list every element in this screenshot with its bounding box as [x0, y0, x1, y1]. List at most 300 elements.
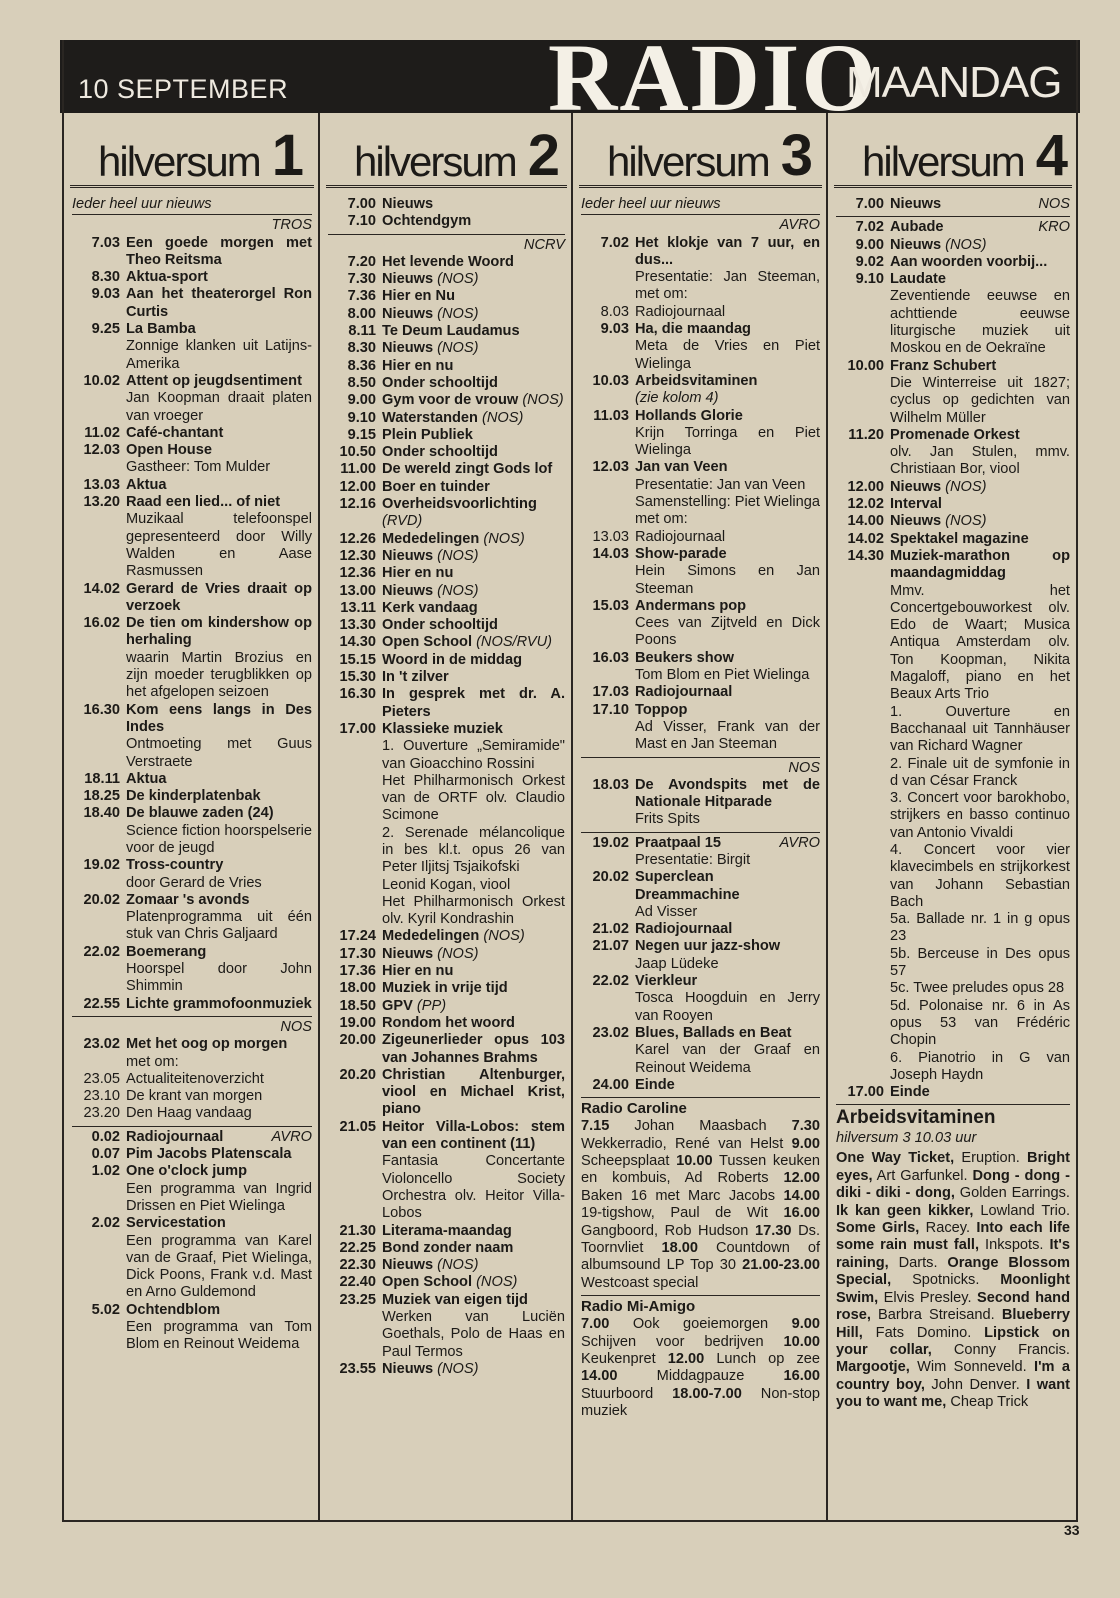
program-title-line [126, 892, 312, 909]
program-entry [328, 1240, 565, 1257]
program-title-line [126, 788, 312, 805]
program-description: Ad Visser [635, 903, 698, 920]
program-time: 13.20 [83, 494, 120, 511]
program-title-line [382, 963, 565, 980]
program-description: Platenprogramma uit één stuk van Chris Galjaard [126, 909, 312, 943]
program-broadcaster: (NOS) [437, 582, 479, 599]
program-time: 13.00 [339, 582, 376, 599]
text-segment: Racey. [919, 1220, 977, 1237]
program-time: 16.02 [83, 615, 120, 632]
program-time: 8.03 [600, 303, 629, 320]
program-title-line [382, 271, 565, 288]
station-column-hilversum-4 [828, 113, 1076, 1520]
spacer [72, 961, 120, 996]
program-description: olv. Jan Stulen, mmv. Christiaan Bor, viool [890, 444, 1070, 478]
program-title-line [382, 1223, 565, 1240]
program-title-line [890, 219, 1070, 236]
program-entry [328, 1223, 565, 1240]
text-segment: Lowland Trio. [973, 1202, 1070, 1219]
program-description: 5b. Berceuse in Des opus 57 [890, 945, 1070, 980]
program-time: 14.02 [847, 530, 884, 547]
program-entry [836, 531, 1070, 548]
text-segment: Westcoast special [581, 1274, 699, 1291]
program-description: 5d. Polonaise nr. 6 in As opus 53 van Frédéric Chopin [890, 997, 1070, 1049]
program-entry [72, 892, 312, 944]
program-title: Aktua [126, 770, 167, 787]
program-title: Servicestation [126, 1215, 226, 1232]
program-entry [72, 373, 312, 425]
spacer [836, 375, 884, 427]
program-time: 19.02 [83, 857, 120, 874]
program-description: Jan Koopman draait platen van vroeger [126, 390, 312, 424]
program-time: 20.02 [83, 891, 120, 908]
program-title-line [635, 304, 820, 321]
bold-segment: Lipstick on your collar, [836, 1324, 1070, 1358]
news-note: Ieder heel uur nieuws [72, 196, 312, 215]
program-time: 23.55 [339, 1360, 376, 1377]
program-title-line [635, 235, 820, 270]
program-title-line [382, 213, 565, 230]
program-entry [328, 946, 565, 963]
program-entry [72, 235, 312, 270]
program-title-line [890, 513, 1070, 530]
bold-segment: I want you to want me, [836, 1376, 1070, 1411]
program-description: Het Philharmonisch Orkest olv. Kyril Kondrashin [382, 893, 565, 928]
program-title-line [126, 1163, 312, 1180]
program-title-line [635, 598, 820, 615]
program-time: 12.03 [83, 442, 120, 459]
spacer [836, 790, 884, 842]
spacer [581, 511, 629, 528]
program-title-line [126, 1146, 312, 1163]
program-title: Nieuws [890, 513, 942, 530]
program-entry [581, 459, 820, 528]
broadcaster-label: AVRO [779, 217, 820, 234]
program-title-line [126, 1105, 312, 1122]
bold-segment: 7.00 [581, 1316, 610, 1333]
bold-segment: 14.00 [581, 1368, 618, 1385]
broadcaster-label: NOS [788, 759, 820, 776]
program-entry [328, 288, 565, 305]
program-title: Klassieke muziek [382, 720, 503, 737]
program-title: Met het oog op morgen [126, 1036, 288, 1053]
program-title: Zigeunerlieder opus 103 van Johannes Brahms [382, 1032, 565, 1066]
program-time: 16.30 [339, 686, 376, 703]
program-title: Muziek in vrije tijd [382, 980, 508, 997]
program-title: Literama-maandag [382, 1222, 512, 1239]
program-time: 17.36 [339, 963, 376, 980]
program-title: Nieuws [382, 305, 434, 322]
program-title: In gesprek met dr. A. Pieters [382, 686, 565, 720]
program-description: waarin Martin Brozius en zijn moeder terugblikken op het afgelopen seizoen [126, 649, 312, 701]
program-title-line [382, 1292, 565, 1309]
station-number: 3 [780, 123, 813, 188]
program-broadcaster: (NOS) [482, 409, 524, 426]
station-number: 4 [1035, 123, 1068, 188]
program-title-line [890, 531, 1070, 548]
divider [836, 1104, 1070, 1105]
program-title: De tien om kindershow op herhaling [126, 615, 312, 649]
program-description: 1. Ouverture „Semiramide" van Gioacchino Rossini [382, 738, 565, 772]
program-title: Gerard de Vries draait op verzoek [126, 580, 312, 614]
program-time: 7.00 [855, 196, 884, 212]
program-entry [328, 306, 565, 323]
program-time: 7.20 [347, 253, 376, 270]
program-description: Mmv. het Concertgebouworkest olv. Edo de Waart; Musica Antiqua Amsterdam olv. Ton Koopman, Nikita Magaloff, piano en het Beaux Arts Trio [890, 582, 1070, 703]
program-title: Aan woorden voorbij... [890, 253, 1048, 270]
program-title: Heitor Villa-Lobos: stem van een continent (11) [382, 1118, 565, 1153]
program-title: Waterstanden [382, 409, 478, 426]
spacer [328, 1153, 376, 1222]
spacer [72, 1233, 120, 1302]
program-time: 15.15 [339, 651, 376, 668]
program-entry [328, 686, 565, 721]
program-time: 19.00 [339, 1014, 376, 1031]
program-title-line [382, 496, 565, 531]
program-entry [836, 479, 1070, 496]
program-title-line [382, 1032, 565, 1067]
spacer [581, 1042, 629, 1077]
program-title-line [382, 1257, 565, 1274]
program-time: 13.03 [592, 528, 629, 545]
program-entry [328, 928, 565, 945]
program-title-line [126, 442, 312, 459]
program-entry [581, 938, 820, 973]
program-entry [328, 1274, 565, 1291]
program-title-line [126, 805, 312, 822]
program-entry [72, 1088, 312, 1105]
program-title: Het klokje van 7 uur, en dus... [635, 234, 820, 268]
program-title: Aktua [126, 476, 167, 493]
program-title-line [890, 358, 1070, 375]
program-time: 13.03 [83, 476, 120, 493]
program-description: Ontmoeting met Guus Verstraete [126, 736, 312, 770]
program-entry [328, 634, 565, 651]
broadcaster-label: NCRV [523, 236, 565, 253]
program-title: Nieuws [382, 945, 434, 962]
program-title-line [890, 237, 1070, 254]
program-entry [72, 269, 312, 286]
program-title: Toppop [635, 701, 688, 718]
program-time: 0.07 [91, 1146, 120, 1163]
text-segment: Countdown of albumsound LP Top 30 [581, 1239, 820, 1274]
program-title-line [382, 652, 565, 669]
program-title-line [635, 777, 820, 812]
program-broadcaster: (PP) [416, 997, 447, 1014]
program-time: 8.30 [91, 269, 120, 286]
program-title: Den Haag vandaag [126, 1105, 252, 1122]
program-title: De krant van morgen [126, 1088, 263, 1105]
program-entry [581, 1025, 820, 1077]
program-title-line [382, 323, 565, 340]
program-entry [328, 963, 565, 980]
program-entry [836, 196, 1070, 213]
program-title: Mededelingen [382, 928, 480, 945]
program-time: 12.30 [339, 547, 376, 564]
program-entry [328, 1361, 565, 1378]
program-broadcaster: (NOS) [522, 392, 564, 409]
text-segment: Art Garfunkel. [872, 1167, 973, 1184]
program-entry [581, 921, 820, 938]
program-entry [328, 721, 565, 929]
program-broadcaster: (NOS) [437, 1360, 479, 1377]
program-entry [328, 1257, 565, 1274]
program-time: 17.10 [592, 701, 629, 718]
program-title-line [126, 235, 312, 270]
program-title-line [126, 771, 312, 788]
program-description: Zeventiende eeuwse en achttiende eeuwse liturgische muziek uit Moskou en de Oekraïne [890, 288, 1070, 357]
program-time: 21.05 [339, 1118, 376, 1135]
program-title-line [126, 702, 312, 737]
program-title: Tross-country [126, 857, 224, 874]
divider [581, 832, 820, 833]
broadcaster-label: NOS [280, 1018, 312, 1035]
spacer [581, 477, 629, 494]
program-description: Het Philharmonisch Orkest van de ORTF olv. Claudio Scimone [382, 772, 565, 824]
program-entry [836, 548, 1070, 1084]
divider [72, 1126, 312, 1127]
program-broadcaster: (NOS) [437, 945, 479, 962]
spacer [836, 1050, 884, 1085]
program-title: Nieuws [382, 582, 434, 599]
program-title-line [382, 375, 565, 392]
program-title: Nieuws [890, 236, 942, 253]
program-broadcaster: (RVD) [382, 513, 423, 530]
program-time: 11.03 [593, 407, 629, 424]
spacer [328, 825, 376, 877]
program-title: Onder schooltijd [382, 444, 498, 461]
program-time: 2.02 [91, 1215, 120, 1232]
program-time: 9.10 [855, 271, 884, 288]
spacer [581, 269, 629, 304]
program-title-line [382, 1240, 565, 1257]
text-segment: Darts. [888, 1254, 948, 1271]
program-description: Een programma van Ingrid Drissen en Piet Wielinga [126, 1180, 312, 1214]
program-time: 13.30 [339, 617, 376, 634]
bold-segment: 7.15 [581, 1118, 610, 1135]
spacer [72, 1181, 120, 1216]
program-time: 15.03 [592, 597, 629, 614]
program-entry [836, 219, 1070, 236]
program-description: Gastheer: Tom Mulder [126, 459, 271, 476]
program-entry [581, 684, 820, 701]
bold-segment: 18.00 [661, 1239, 698, 1256]
program-title-line [126, 425, 312, 442]
program-description: Hein Simons en Jan Steeman [635, 563, 820, 597]
program-broadcaster: (NOS/RVU) [476, 634, 553, 651]
program-description: 6. Pianotrio in G van Joseph Haydn [890, 1049, 1070, 1083]
program-time: 8.50 [347, 374, 376, 391]
program-title-line [126, 477, 312, 494]
spacer [72, 459, 120, 476]
program-entry [72, 702, 312, 771]
program-time: 22.30 [339, 1257, 376, 1274]
program-entry [581, 702, 820, 754]
program-entry [581, 408, 820, 460]
program-entry [328, 427, 565, 444]
program-time: 19.02 [592, 834, 629, 851]
program-time: 23.02 [592, 1024, 629, 1041]
program-title: Laudate [890, 271, 946, 288]
program-title: Radiojournaal [635, 921, 733, 938]
program-time: 21.30 [339, 1222, 376, 1239]
program-title: GPV [382, 997, 413, 1014]
program-broadcaster: (NOS) [437, 547, 479, 564]
bold-segment: 14.00 [783, 1187, 820, 1204]
program-broadcaster: (NOS) [483, 530, 525, 547]
program-entry [72, 1036, 312, 1071]
station-name: hilversum [98, 138, 260, 185]
program-entry [72, 857, 312, 892]
program-entry [328, 213, 565, 230]
program-title: Aubade [890, 219, 944, 236]
program-entry [72, 286, 312, 321]
text-segment: Keukenpret [581, 1351, 668, 1368]
program-title: Nieuws [382, 547, 434, 564]
divider [836, 216, 1070, 217]
program-time: 12.02 [847, 496, 884, 513]
program-time: 10.50 [339, 444, 376, 461]
section-title: Radio Caroline [581, 1100, 687, 1118]
program-description: Krijn Torringa en Piet Wielinga [635, 424, 820, 459]
program-entry [328, 617, 565, 634]
program-title: Hier en nu [382, 565, 454, 582]
program-title: Kerk vandaag [382, 599, 478, 616]
program-entry [328, 531, 565, 548]
program-title-line [635, 459, 820, 476]
program-time: 11.00 [340, 461, 376, 478]
section-title: Radio Mi-Amigo [581, 1298, 696, 1316]
program-title: Plein Publiek [382, 426, 473, 443]
program-title-line [382, 721, 565, 738]
program-title-line [382, 1015, 565, 1032]
bold-segment: Dong - dong - diki - diki - dong, [836, 1167, 1070, 1202]
program-title-line [635, 408, 820, 425]
spacer [72, 390, 120, 425]
program-entry [836, 496, 1070, 513]
program-time: 17.00 [847, 1084, 884, 1101]
program-title: Vierkleur [635, 973, 698, 990]
program-time: 9.25 [91, 321, 120, 338]
program-time: 7.00 [347, 196, 376, 212]
program-entry [581, 598, 820, 650]
spacer [581, 956, 629, 973]
station-column-hilversum-2 [320, 113, 573, 1520]
station-number: 1 [271, 123, 304, 188]
program-description: 3. Concert voor barokhobo, strijkers en basso continuo van Antonio Vivaldi [890, 790, 1070, 841]
bold-segment: 18.00-7.00 [672, 1385, 742, 1402]
program-title: Gym voor de vrouw [382, 392, 519, 409]
station-column-hilversum-1 [64, 113, 320, 1520]
program-entry [72, 1129, 312, 1146]
program-title-line [635, 835, 820, 852]
program-title: Christian Altenburger, viool en Michael Krist, piano [382, 1066, 565, 1118]
program-description: Cees van Zijtveld en Dick Poons [635, 615, 820, 649]
program-title-line [382, 461, 565, 478]
program-time: 16.03 [592, 649, 629, 666]
program-entry [836, 1084, 1070, 1101]
spacer [72, 1054, 120, 1071]
program-time: 22.02 [83, 943, 120, 960]
spacer [836, 583, 884, 704]
section-subtitle: hilversum 3 10.03 uur [836, 1130, 977, 1147]
text-segment: Golden Earrings. [954, 1185, 1070, 1202]
program-title-line [890, 548, 1070, 583]
program-description: Karel van der Graaf en Reinout Weidema [635, 1042, 820, 1076]
program-title-line [126, 857, 312, 874]
bold-segment: Second hand rose, [836, 1289, 1070, 1324]
program-entry [581, 529, 820, 546]
program-title-line [635, 684, 820, 701]
program-title-line [382, 1119, 565, 1154]
program-title-line [126, 1215, 312, 1232]
program-time: 9.00 [855, 236, 884, 253]
spacer [72, 511, 120, 580]
program-time: 18.25 [83, 788, 120, 805]
program-title-line [635, 1025, 820, 1042]
program-entry [328, 980, 565, 997]
divider [328, 234, 565, 235]
program-time: 22.55 [83, 995, 120, 1012]
program-title-line [382, 196, 565, 213]
program-entry [328, 496, 565, 531]
program-title-line [635, 973, 820, 990]
divider [581, 1295, 820, 1296]
program-time: 12.00 [339, 478, 376, 495]
program-title: Hier en Nu [382, 288, 455, 305]
program-note: (zie kolom 4) [635, 390, 719, 407]
spacer [72, 823, 120, 858]
divider [581, 757, 820, 758]
program-time: 7.02 [600, 234, 629, 251]
broadcaster-label: TROS [271, 217, 312, 234]
divider [581, 1097, 820, 1098]
program-entry [581, 777, 820, 829]
text-segment: Middagpauze [617, 1368, 784, 1385]
spacer [581, 719, 629, 754]
program-entry [72, 771, 312, 788]
spacer [836, 444, 884, 479]
text-segment: Schijven voor bedrijven [581, 1333, 784, 1350]
program-time: 14.03 [592, 545, 629, 562]
program-entry [581, 235, 820, 304]
station-column-hilversum-3 [573, 113, 828, 1520]
program-description: Tosca Hoogduin en Jerry van Rooyen [635, 990, 820, 1024]
program-title: Negen uur jazz-show [635, 938, 781, 955]
program-entry [328, 1032, 565, 1067]
news-note: Ieder heel uur nieuws [581, 196, 820, 215]
program-title: Praatpaal 15 [635, 834, 721, 851]
program-title-line [382, 254, 565, 271]
program-time: 14.30 [847, 547, 884, 564]
program-entry [581, 304, 820, 321]
program-title-line [382, 565, 565, 582]
spacer [328, 894, 376, 929]
spacer [72, 909, 120, 944]
spacer [72, 736, 120, 771]
text-segment: Gangboord, Rob Hudson [581, 1222, 755, 1239]
spacer [328, 738, 376, 773]
program-title: Woord in de middag [382, 651, 522, 668]
program-description: Tom Blom en Piet Wielinga [635, 667, 810, 684]
program-entry [72, 442, 312, 477]
bold-segment: Bright eyes, [836, 1150, 1070, 1184]
station-header [579, 113, 822, 188]
text-segment: 19-tigshow, Paul de Wit [581, 1205, 784, 1222]
bold-segment: It's raining, [836, 1237, 1071, 1271]
text-segment: Baken 16 met Marc Jacobs [581, 1187, 784, 1204]
bold-segment: Blueberry Hill, [836, 1307, 1070, 1341]
